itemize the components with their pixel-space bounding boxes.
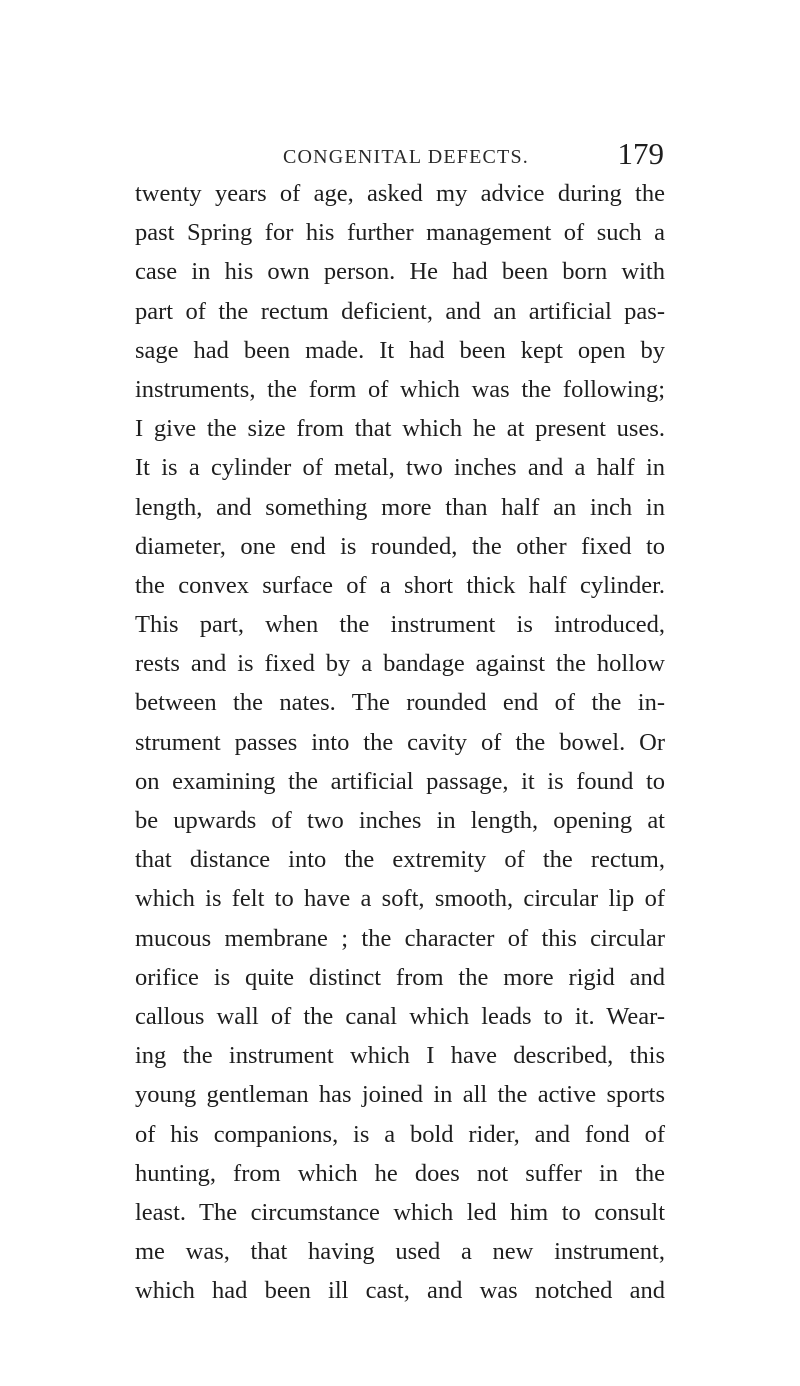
text-line: rests and is fixed by a bandage against the hollow [135, 650, 665, 678]
text-line: instruments, the form of which was the following; [135, 375, 665, 403]
text-line: diameter, one end is rounded, the other fixed to [135, 532, 665, 560]
text-line: ing the instrument which I have described, this [135, 1042, 665, 1070]
text-line: between the nates. The rounded end of the in- [135, 689, 665, 717]
text-line: which is felt to have a soft, smooth, circular lip of [135, 885, 665, 913]
body-text [135, 174, 665, 1310]
text-line: young gentleman has joined in all the active sports [135, 1081, 665, 1109]
text-line: hunting, from which he does not suffer in the [135, 1159, 665, 1187]
text-line: of his companions, is a bold rider, and fond of [135, 1120, 665, 1148]
running-head: CONGENITAL DEFECTS. [282, 146, 529, 168]
text-line: that distance into the extremity of the rectum, [135, 846, 665, 874]
text-line: strument passes into the cavity of the bowel. Or [135, 728, 665, 756]
text-line: on examining the artificial passage, it is found to [135, 767, 665, 795]
text-line: least. The circumstance which led him to consult [135, 1198, 665, 1226]
text-line: I give the size from that which he at present uses. [135, 415, 665, 443]
text-line: callous wall of the canal which leads to it. Wear- [135, 1002, 665, 1030]
text-line: past Spring for his further management of such a [135, 219, 665, 247]
text-line: This part, when the instrument is introduced, [135, 611, 665, 639]
text-line: sage had been made. It had been kept open by [135, 336, 665, 364]
text-line: orifice is quite distinct from the more rigid and [135, 963, 665, 991]
text-line: which had been ill cast, and was notched and [135, 1277, 665, 1305]
text-line: It is a cylinder of metal, two inches and a half in [135, 454, 665, 482]
text-line: length, and something more than half an inch in [135, 493, 665, 521]
text-line: mucous membrane ; the character of this circular [135, 924, 665, 952]
text-line: the convex surface of a short thick half cylinder. [135, 571, 665, 599]
text-line: part of the rectum deficient, and an artificial pas- [135, 297, 665, 325]
text-line: be upwards of two inches in length, opening at [135, 807, 665, 834]
page-number: 179 [617, 136, 664, 171]
text-line: twenty years of age, asked my advice during the [135, 180, 665, 207]
text-line: case in his own person. He had been born with [135, 258, 665, 286]
text-line: me was, that having used a new instrument, [135, 1238, 665, 1266]
